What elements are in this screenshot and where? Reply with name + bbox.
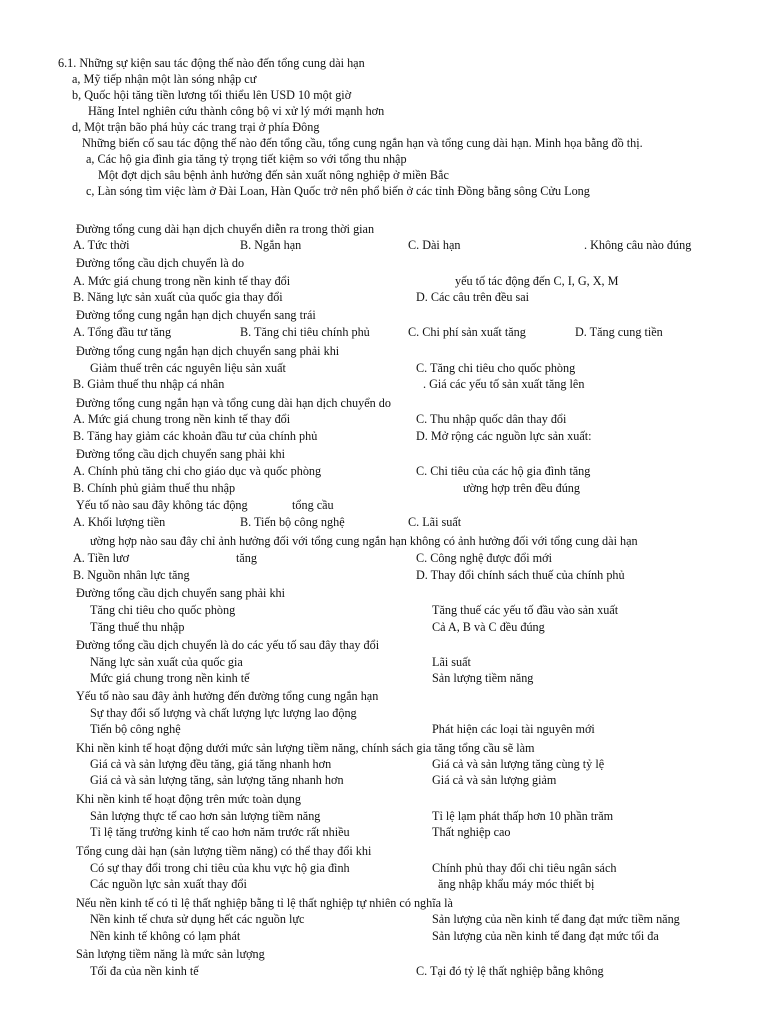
text-line: Đường tổng cung ngắn hạn dịch chuyển sang trái — [76, 308, 316, 322]
text-line: . Không câu nào đúng — [584, 238, 692, 252]
text-line: ường hợp trên đều đúng — [463, 481, 580, 495]
text-line: Đường tổng cầu dịch chuyển là do các yếu tố sau đây thay đổi — [76, 638, 380, 652]
text-line: tổng cầu — [292, 498, 334, 512]
text-line: Đường tổng cung ngắn hạn và tổng cung dài hạn dịch chuyển do — [76, 396, 391, 410]
text-line: D. Mở rộng các nguồn lực sản xuất: — [416, 429, 592, 443]
text-line: Đường tổng cầu dịch chuyển sang phải khi — [76, 586, 286, 600]
text-line: Có sự thay đổi trong chi tiêu của khu vực hộ gia đình — [90, 861, 350, 875]
text-line: Những biến cố sau tác động thế nào đến tổng cầu, tổng cung ngắn hạn và tổng cung dài hạn. Minh họa bằng đồ thị. — [82, 136, 643, 150]
text-line: Lãi suất — [432, 655, 471, 669]
text-line: Giá cả và sản lượng tăng cùng tỷ lệ — [432, 757, 605, 771]
text-line: Khi nền kinh tế hoạt động dưới mức sản lượng tiềm năng, chính sách gia tăng tổng cầu sẽ làm — [76, 741, 535, 755]
text-line: Các nguồn lực sản xuất thay đổi — [90, 877, 247, 891]
text-line: Giá cả và sản lượng tăng, sản lượng tăng nhanh hơn — [90, 773, 344, 787]
text-line: B. Tăng hay giảm các khoản đầu tư của chính phủ — [73, 429, 318, 443]
text-line: A. Tức thời — [73, 238, 130, 252]
text-line: Cả A, B và C đều đúng — [432, 620, 545, 634]
text-line: C. Công nghệ được đổi mới — [416, 551, 552, 565]
text-line: b, Quốc hội tăng tiền lương tối thiểu lên USD 10 một giờ — [72, 88, 352, 102]
text-line: Tăng thuế các yếu tố đầu vào sản xuất — [432, 603, 619, 617]
text-line: Đường tổng cung ngắn hạn dịch chuyển sang phải khi — [76, 344, 340, 358]
text-line: A. Mức giá chung trong nền kinh tế thay đổi — [73, 412, 291, 426]
text-line: A. Chính phủ tăng chi cho giáo dục và quốc phòng — [73, 464, 322, 478]
text-line: Sản lượng tiềm năng là mức sản lượng — [76, 947, 265, 961]
text-line: 6.1. Những sự kiện sau tác động thế nào đến tổng cung dài hạn — [58, 56, 365, 70]
text-line: C. Tại đó tỷ lệ thất nghiệp bằng không — [416, 964, 604, 978]
text-line: ường hợp nào sau đây chỉ ảnh hưởng đối với tổng cung ngắn hạn không có ảnh hưởng đối với tổng cung dài hạn — [90, 534, 638, 548]
text-line: A. Tổng đầu tư tăng — [73, 325, 172, 339]
text-line: Tiến bộ công nghệ — [90, 722, 181, 736]
text-line: yếu tố tác động đến C, I, G, X, M — [455, 274, 619, 288]
text-line: Hãng Intel nghiên cứu thành công bộ vi xử lý mới mạnh hơn — [88, 104, 385, 118]
text-line: a, Các hộ gia đình gia tăng tỷ trọng tiết kiệm so với tổng thu nhập — [86, 152, 407, 166]
text-line: ăng nhập khẩu máy móc thiết bị — [438, 877, 595, 891]
text-line: A. Tiền lươ — [73, 551, 130, 565]
text-line: Một đợt dịch sâu bệnh ảnh hưởng đến sản xuất nông nghiệp ở miền Bắc — [98, 168, 449, 182]
text-line: Giá cả và sản lượng giảm — [432, 773, 557, 787]
text-line: d, Một trận bão phá hủy các trang trại ở phía Đông — [72, 120, 320, 134]
text-line: Sản lượng tiềm năng — [432, 671, 534, 685]
text-line: Sản lượng của nền kinh tế đang đạt mức tiềm năng — [432, 912, 680, 926]
text-line: C. Lãi suất — [408, 515, 462, 529]
text-line: B. Năng lực sản xuất của quốc gia thay đổi — [73, 290, 283, 304]
text-line: Tổng cung dài hạn (sản lượng tiềm năng) có thể thay đổi khi — [76, 844, 372, 858]
text-line: Yếu tố nào sau đây không tác động — [76, 498, 248, 512]
text-line: Sản lượng của nền kinh tế đang đạt mức tối đa — [432, 929, 659, 943]
text-line: c, Làn sóng tìm việc làm ở Đài Loan, Hàn Quốc trở nên phổ biến ở các tỉnh Đồng bằng sông Cửu Long — [86, 184, 590, 198]
text-line: Nền kinh tế không có lạm phát — [90, 929, 241, 943]
text-line: Năng lực sản xuất của quốc gia — [90, 655, 243, 669]
text-line: C. Chi phí sản xuất tăng — [408, 325, 526, 339]
text-line: Tối đa của nền kinh tế — [90, 964, 199, 978]
text-line: B. Nguồn nhân lực tăng — [73, 568, 190, 582]
text-line: C. Dài hạn — [408, 238, 461, 252]
text-line: B. Giảm thuế thu nhập cá nhân — [73, 377, 225, 391]
text-line: Nếu nền kinh tế có tỉ lệ thất nghiệp bằng tỉ lệ thất nghiệp tự nhiên có nghĩa là — [76, 896, 453, 910]
text-line: Chính phủ thay đổi chi tiêu ngân sách — [432, 861, 617, 875]
text-line: Phát hiện các loại tài nguyên mới — [432, 722, 595, 736]
text-line: a, Mỹ tiếp nhận một làn sóng nhập cư — [72, 72, 257, 86]
text-line: Sự thay đổi số lượng và chất lượng lực lượng lao động — [90, 706, 357, 720]
text-line: B. Tiến bộ công nghệ — [240, 515, 345, 529]
text-line: B. Tăng chi tiêu chính phủ — [240, 325, 370, 339]
text-line: Tỉ lệ tăng trưởng kinh tế cao hơn năm trước rất nhiều — [90, 825, 350, 839]
text-line: Thất nghiệp cao — [432, 825, 511, 839]
text-line: B. Chính phủ giảm thuế thu nhập — [73, 481, 236, 495]
text-line: C. Tăng chi tiêu cho quốc phòng — [416, 361, 576, 375]
text-line: A. Mức giá chung trong nền kinh tế thay đổi — [73, 274, 291, 288]
text-line: Khi nền kinh tế hoạt động trên mức toàn dụng — [76, 792, 301, 806]
text-line: Yếu tố nào sau đây ảnh hưởng đến đường tổng cung ngắn hạn — [76, 689, 379, 703]
text-line: Sản lượng thực tế cao hơn sản lượng tiềm năng — [90, 809, 321, 823]
text-line: Giảm thuế trên các nguyên liệu sản xuất — [90, 361, 286, 375]
text-line: D. Các câu trên đều sai — [416, 290, 530, 304]
text-line: D. Thay đổi chính sách thuế của chính phủ — [416, 568, 625, 582]
text-line: Nền kinh tế chưa sử dụng hết các nguồn lực — [90, 912, 305, 926]
text-line: Đường tổng cầu dịch chuyển sang phải khi — [76, 447, 286, 461]
text-line: Tăng chi tiêu cho quốc phòng — [90, 603, 236, 617]
text-line: Giá cả và sản lượng đều tăng, giá tăng nhanh hơn — [90, 757, 332, 771]
text-line: D. Tăng cung tiền — [575, 325, 663, 339]
text-line: Tăng thuế thu nhập — [90, 620, 185, 634]
text-line: Tỉ lệ lạm phát thấp hơn 10 phần trăm — [432, 809, 614, 823]
text-line: tăng — [236, 551, 257, 565]
text-line: A. Khối lượng tiền — [73, 515, 166, 529]
text-line: C. Chi tiêu của các hộ gia đình tăng — [416, 464, 591, 478]
text-line: B. Ngắn hạn — [240, 238, 302, 252]
text-line: Đường tổng cung dài hạn dịch chuyển diễn ra trong thời gian — [76, 222, 375, 236]
text-line: Đường tổng cầu dịch chuyển là do — [76, 256, 245, 270]
text-line: Mức giá chung trong nền kinh tế — [90, 671, 250, 685]
text-line: C. Thu nhập quốc dân thay đổi — [416, 412, 567, 426]
text-line: . Giá các yếu tố sản xuất tăng lên — [423, 377, 585, 391]
